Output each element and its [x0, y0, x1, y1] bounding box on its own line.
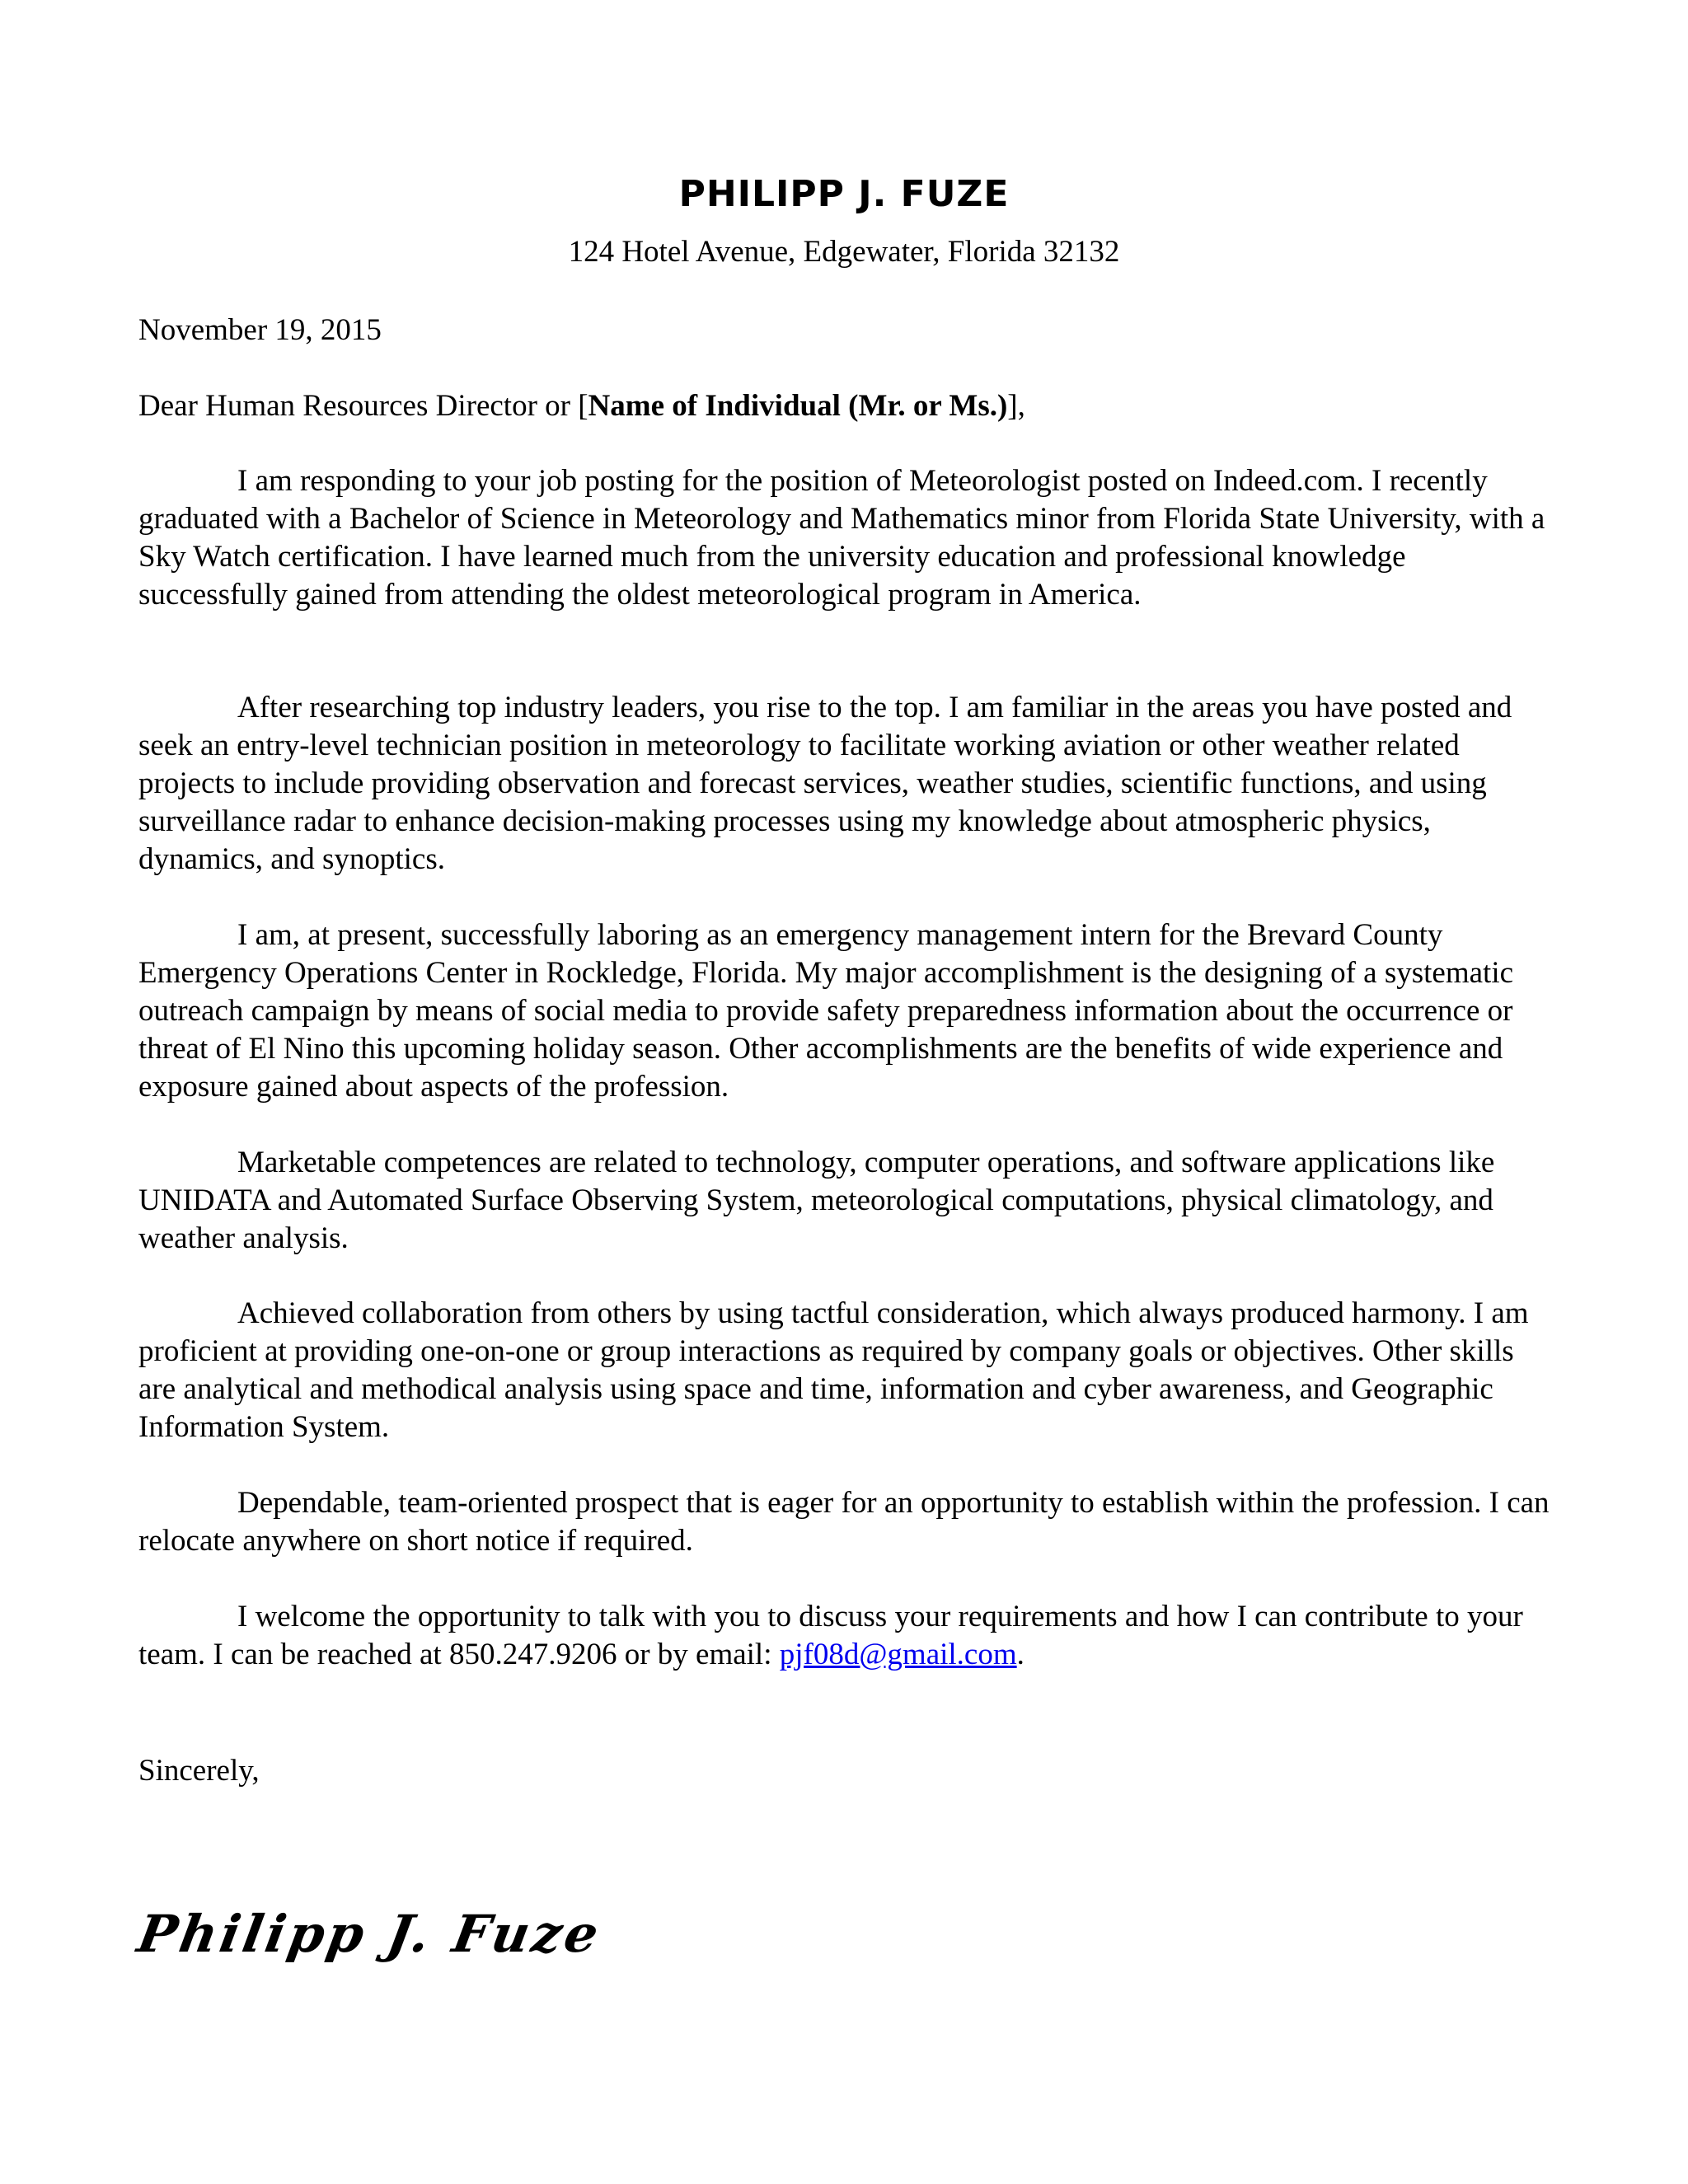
body-paragraph: I am, at present, successfully laboring as an emergency management intern for the Brevard County Emergency Operations Center in Rockledge, Florida. My major accomplishment is the designing of a systematic outreach campaign by means of social media to provide safety preparedness information about the occurrence or threat of El Nino this upcoming holiday season. Other accomplishments are the benefits of wide experience and exposure gained about aspects of the profession.	[138, 918, 1514, 1104]
email-link[interactable]: pjf08d@gmail.com	[779, 1638, 1017, 1671]
contact-paragraph	[138, 1598, 1556, 1674]
closing: Sincerely,	[138, 1754, 260, 1788]
body-paragraph: Marketable competences are related to technology, computer operations, and software applications like UNIDATA and Automated Surface Observing System, meteorological computations, physical climatology, and weather analysis.	[138, 1146, 1495, 1255]
signature: Philipp J. Fuze	[133, 1904, 607, 1964]
body-paragraph: Dependable, team-oriented prospect that is eager for an opportunity to establish within the profession. I can relocate anywhere on short notice if required.	[138, 1486, 1550, 1558]
body-paragraph: After researching top industry leaders, you rise to the top. I am familiar in the areas you have posted and seek an entry-level technician position in meteorology to facilitate working aviation or other weather related projects to include providing observation and forecast services, weather studies, scientific functions, and using surveillance radar to enhance decision-making processes using my knowledge about atmospheric physics, dynamics, and synoptics.	[138, 691, 1512, 876]
body-paragraph: I am responding to your job posting for the position of Meteorologist posted on Indeed.com. I recently graduated with a Bachelor of Science in Meteorology and Mathematics minor from Florida State University, with a Sky Watch certification. I have learned much from the university education and professional knowledge successfully gained from attending the oldest meteorological program in America.	[138, 464, 1545, 612]
sender-name: PHILIPP J. FUZE	[678, 173, 1010, 215]
salutation-placeholder: Name of Individual (Mr. or Ms.)	[588, 389, 1008, 423]
salutation	[138, 387, 1556, 425]
contact-text: I welcome the opportunity to talk with you to discuss your requirements and how I can contribute to your team. I can be reached at 850.247.9206 or by email:	[138, 1600, 1523, 1671]
contact-end: .	[1016, 1638, 1025, 1671]
letter-date: November 19, 2015	[138, 313, 382, 347]
salutation-prefix: Dear Human Resources Director or [	[138, 389, 588, 423]
salutation-suffix: ],	[1007, 389, 1025, 423]
body-paragraph: Achieved collaboration from others by using tactful consideration, which always produced harmony. I am proficient at providing one-on-one or group interactions as required by company goals or objectives. Other skills are analytical and methodical analysis using space and time, information and cyber awareness, and Geographic Information System.	[138, 1296, 1529, 1444]
sender-address: 124 Hotel Avenue, Edgewater, Florida 32132	[568, 235, 1120, 269]
